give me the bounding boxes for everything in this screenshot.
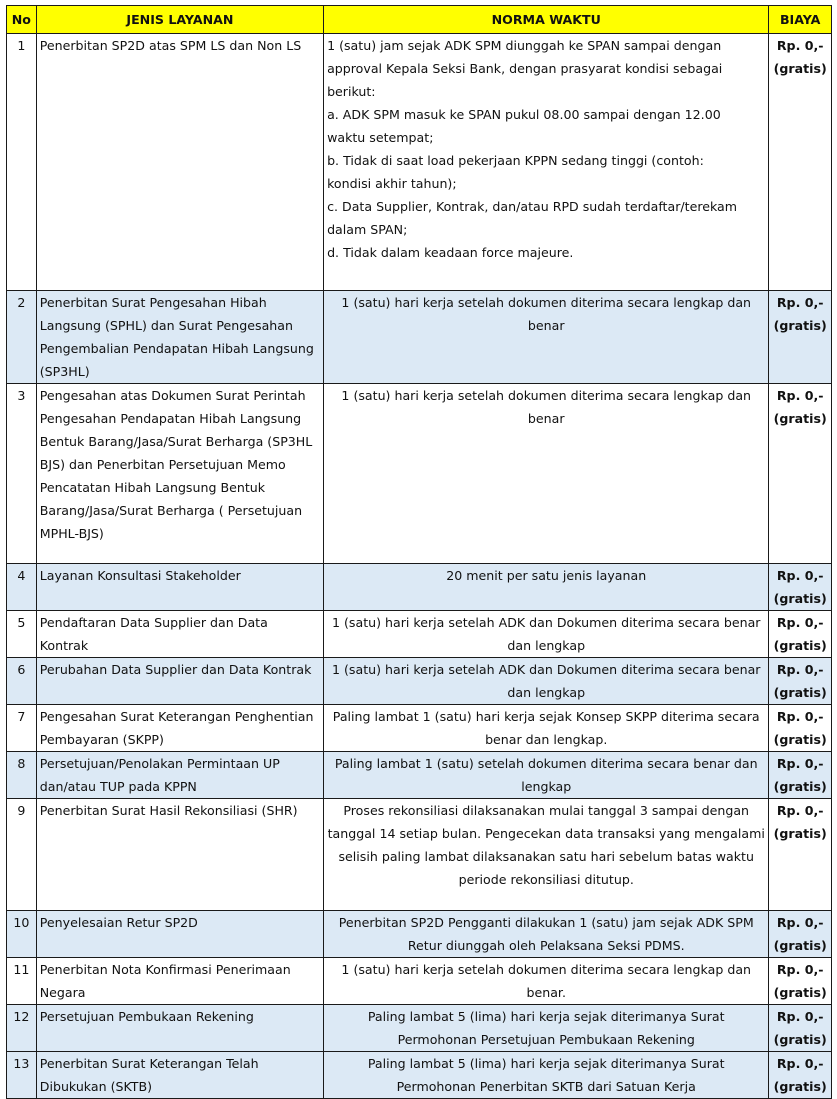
row-number: 1 <box>7 34 37 291</box>
fee-note: (gratis) <box>773 685 827 700</box>
time-norm: 1 (satu) hari kerja setelah dokumen diterima secara lengkap dan benar <box>324 384 769 564</box>
table-row <box>7 799 832 911</box>
time-norm: Paling lambat 5 (lima) hari kerja sejak diterimanya Surat Permohonan Penerbitan SKTB dari Satuan Kerja <box>324 1052 769 1099</box>
fee <box>769 658 832 705</box>
fee <box>769 799 832 911</box>
fee-note: (gratis) <box>773 591 827 606</box>
fee-note: (gratis) <box>773 1079 827 1094</box>
fee <box>769 291 832 384</box>
fee <box>769 611 832 658</box>
row-number: 12 <box>7 1005 37 1052</box>
row-number: 10 <box>7 911 37 958</box>
fee-note: (gratis) <box>773 638 827 653</box>
fee-amount: Rp. 0,- <box>776 662 824 677</box>
service-name: Persetujuan/Penolakan Permintaan UP dan/atau TUP pada KPPN <box>36 752 323 799</box>
time-norm: 1 (satu) hari kerja setelah ADK dan Dokumen diterima secara benar dan lengkap <box>324 658 769 705</box>
fee-amount: Rp. 0,- <box>776 962 824 977</box>
time-norm-line: kondisi akhir tahun); <box>327 176 457 191</box>
time-norm-line: c. Data Supplier, Kontrak, dan/atau RPD sudah terdaftar/terekam <box>327 199 738 214</box>
row-number: 3 <box>7 384 37 564</box>
fee-note: (gratis) <box>773 938 827 953</box>
service-name: Penerbitan Surat Pengesahan Hibah Langsung (SPHL) dan Surat Pengesahan Pengembalian Pendapatan Hibah Langsung (SP3HL) <box>36 291 323 384</box>
fee-amount: Rp. 0,- <box>776 1009 824 1024</box>
table-row <box>7 1052 832 1099</box>
time-norm-line: d. Tidak dalam keadaan force majeure. <box>327 245 574 260</box>
time-norm-line: waktu setempat; <box>327 130 434 145</box>
fee-amount: Rp. 0,- <box>776 388 824 403</box>
time-norm: Paling lambat 5 (lima) hari kerja sejak diterimanya Surat Permohonan Persetujuan Pembukaan Rekening <box>324 1005 769 1052</box>
fee-amount: Rp. 0,- <box>776 1056 824 1071</box>
table-row <box>7 1005 832 1052</box>
time-norm: Paling lambat 1 (satu) setelah dokumen diterima secara benar dan lengkap <box>324 752 769 799</box>
service-name: Penerbitan Nota Konfirmasi Penerimaan Negara <box>36 958 323 1005</box>
header-no: No <box>7 6 37 34</box>
fee-note: (gratis) <box>773 1032 827 1047</box>
table-row <box>7 958 832 1005</box>
fee <box>769 34 832 291</box>
service-name: Penerbitan SP2D atas SPM LS dan Non LS <box>36 34 323 291</box>
table-header-row <box>7 6 832 34</box>
service-name: Penerbitan Surat Hasil Rekonsiliasi (SHR) <box>36 799 323 911</box>
fee-amount: Rp. 0,- <box>776 803 824 818</box>
row-number: 4 <box>7 564 37 611</box>
row-number: 6 <box>7 658 37 705</box>
time-norm-line: approval Kepala Seksi Bank, dengan prasyarat kondisi sebagai <box>327 61 723 76</box>
fee-note: (gratis) <box>773 61 827 76</box>
fee-note: (gratis) <box>773 411 827 426</box>
fee-amount: Rp. 0,- <box>776 38 824 53</box>
time-norm: Proses rekonsiliasi dilaksanakan mulai tanggal 3 sampai dengan tanggal 14 setiap bulan. Pengecekan data transaksi yang mengalami selisih paling lambat dilaksanakan satu hari sebelum batas waktu periode rekonsiliasi ditutup. <box>324 799 769 911</box>
time-norm-line: 1 (satu) jam sejak ADK SPM diunggah ke SPAN sampai dengan <box>327 38 722 53</box>
table-row <box>7 611 832 658</box>
time-norm-line: berikut: <box>327 84 376 99</box>
time-norm <box>324 34 769 291</box>
fee-amount: Rp. 0,- <box>776 709 824 724</box>
time-norm: 1 (satu) hari kerja setelah dokumen diterima secara lengkap dan benar <box>324 291 769 384</box>
table-row <box>7 752 832 799</box>
fee <box>769 958 832 1005</box>
table-row <box>7 34 832 291</box>
row-number: 2 <box>7 291 37 384</box>
service-name: Penyelesaian Retur SP2D <box>36 911 323 958</box>
time-norm-line: dalam SPAN; <box>327 222 408 237</box>
service-name: Layanan Konsultasi Stakeholder <box>36 564 323 611</box>
time-norm: Penerbitan SP2D Pengganti dilakukan 1 (satu) jam sejak ADK SPM Retur diunggah oleh Pelaksana Seksi PDMS. <box>324 911 769 958</box>
time-norm-line: a. ADK SPM masuk ke SPAN pukul 08.00 sampai dengan 12.00 <box>327 107 721 122</box>
fee <box>769 911 832 958</box>
time-norm: 20 menit per satu jenis layanan <box>324 564 769 611</box>
table-row <box>7 384 832 564</box>
fee-note: (gratis) <box>773 826 827 841</box>
table-row <box>7 564 832 611</box>
row-number: 13 <box>7 1052 37 1099</box>
header-norma-waktu: NORMA WAKTU <box>324 6 769 34</box>
fee-amount: Rp. 0,- <box>776 615 824 630</box>
fee <box>769 705 832 752</box>
table-row <box>7 658 832 705</box>
service-name: Pengesahan atas Dokumen Surat Perintah Pengesahan Pendapatan Hibah Langsung Bentuk Barang/Jasa/Surat Berharga (SP3HL BJS) dan Penerbitan Persetujuan Memo Pencatatan Hibah Langsung Bentuk Barang/Jasa/Surat Berharga ( Persetujuan MPHL-BJS) <box>36 384 323 564</box>
row-number: 7 <box>7 705 37 752</box>
service-name: Penerbitan Surat Keterangan Telah Dibukukan (SKTB) <box>36 1052 323 1099</box>
fee <box>769 384 832 564</box>
row-number: 9 <box>7 799 37 911</box>
fee-note: (gratis) <box>773 318 827 333</box>
fee-amount: Rp. 0,- <box>776 295 824 310</box>
fee-note: (gratis) <box>773 779 827 794</box>
time-norm: Paling lambat 1 (satu) hari kerja sejak Konsep SKPP diterima secara benar dan lengkap. <box>324 705 769 752</box>
fee-amount: Rp. 0,- <box>776 568 824 583</box>
header-jenis-layanan: JENIS LAYANAN <box>36 6 323 34</box>
service-name: Persetujuan Pembukaan Rekening <box>36 1005 323 1052</box>
fee <box>769 752 832 799</box>
fee-note: (gratis) <box>773 732 827 747</box>
table-row <box>7 705 832 752</box>
header-biaya: BIAYA <box>769 6 832 34</box>
service-name: Pengesahan Surat Keterangan Penghentian Pembayaran (SKPP) <box>36 705 323 752</box>
fee <box>769 1005 832 1052</box>
service-name: Perubahan Data Supplier dan Data Kontrak <box>36 658 323 705</box>
time-norm-line: b. Tidak di saat load pekerjaan KPPN sedang tinggi (contoh: <box>327 153 704 168</box>
table-row <box>7 911 832 958</box>
row-number: 11 <box>7 958 37 1005</box>
table-row <box>7 291 832 384</box>
row-number: 8 <box>7 752 37 799</box>
fee <box>769 1052 832 1099</box>
fee-amount: Rp. 0,- <box>776 915 824 930</box>
row-number: 5 <box>7 611 37 658</box>
fee-amount: Rp. 0,- <box>776 756 824 771</box>
time-norm: 1 (satu) hari kerja setelah ADK dan Dokumen diterima secara benar dan lengkap <box>324 611 769 658</box>
fee-note: (gratis) <box>773 985 827 1000</box>
service-name: Pendaftaran Data Supplier dan Data Kontrak <box>36 611 323 658</box>
time-norm: 1 (satu) hari kerja setelah dokumen diterima secara lengkap dan benar. <box>324 958 769 1005</box>
service-standards-table <box>6 5 832 1099</box>
fee <box>769 564 832 611</box>
